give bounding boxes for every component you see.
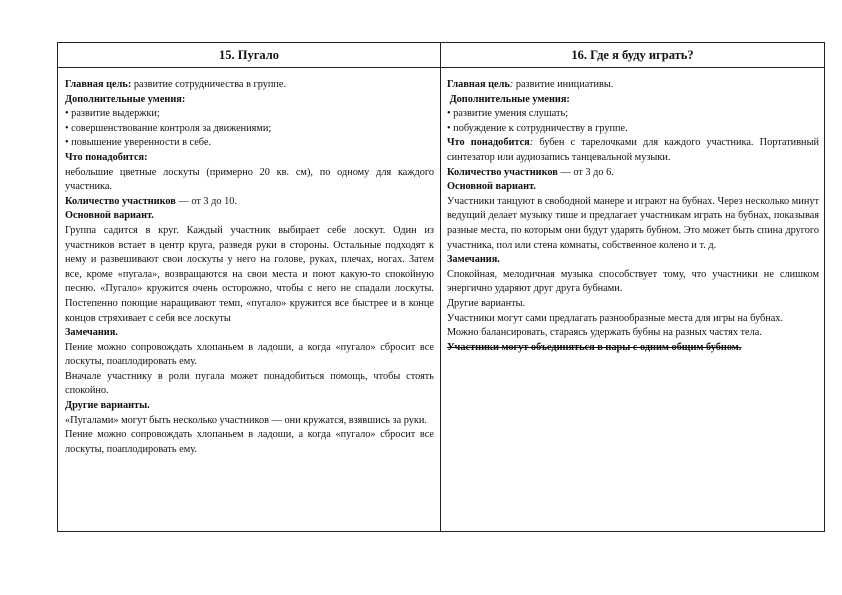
main-goal-label: Главная цель: — [65, 79, 132, 90]
other-variant-text: «Пугалами» могут быть несколько участников — они кружатся, взявшись за руки. — [65, 414, 428, 426]
main-goal: Главная цель: развитие инициативы. — [447, 79, 614, 90]
worksheet-table — [57, 42, 825, 532]
main-variant-text: Участники танцуют в свободной манере и играют на бубнах. Через несколько минут ведущий делает музыку тише и предлагает участникам играть на бубнах, показывая разные места, по которым они будут ударять бубном. Это может быть спина другого участника, пол или стена комнаты, собственное колено и т. д. — [447, 195, 819, 251]
extra-skills-label: Дополнительные умения: — [447, 93, 570, 105]
main-goal-text: развитие инициативы. — [513, 79, 614, 90]
skill-item: • повышение уверенности в себе. — [65, 137, 212, 149]
need-label: Что понадобится — [447, 137, 530, 149]
card-body — [441, 68, 824, 355]
need-text: небольшие цветные лоскуты (примерно 20 кв. см), по одному для каждого участника. — [65, 166, 434, 193]
main-goal — [65, 78, 434, 93]
count-label: Количество участников — [447, 166, 558, 178]
other-variant-text-struck: Участники могут объединяться в пары с одним общим бубном. — [447, 341, 742, 353]
notes-text: Вначале участнику в роли пугала может понадобиться помощь, чтобы стоять спокойно. — [65, 370, 434, 397]
card-body — [58, 68, 440, 457]
main-goal-label: Главная цель — [447, 79, 510, 90]
skill-item: • побуждение к сотрудничеству в группе. — [447, 122, 628, 134]
notes-text: Спокойная, мелодичная музыка способствует тому, что участники не слишком энергично ударяют друг друга бубнами. — [447, 268, 819, 295]
skill-item: • совершенствование контроля за движениями; — [65, 122, 272, 134]
count-label: Количество участников — [65, 195, 176, 207]
other-variant-text: Можно балансировать, стараясь удержать бубны на разных частях тела. — [447, 327, 762, 339]
card-title: 15. Пугало — [58, 43, 440, 68]
extra-skills-label: Дополнительные умения: — [65, 93, 186, 105]
main-variant-text: Группа садится в круг. Каждый участник выбирает себе лоскут. Один из участников встает в центр круга, разведя руки в стороны. Остальные подходят к нему и развешивают свои лоскуты у него на голове, руках, плечах, ногах. Затем все, кроме «пугала», возвращаются на свои места и поют какую-то спокойную песню. «Пугало» кружится очень осторожно, чтобы с него не спадали лоскуты. Постепенно поющие наращивают темп, «пугало» кружится все быстрее и в конце концов стряхивает с себя все лоскуты — [65, 224, 434, 324]
game-card-where-will-i-play — [441, 43, 824, 531]
count-text: — от 3 до 6. — [557, 166, 614, 178]
need-label: Что понадобится: — [65, 151, 148, 163]
game-card-scarecrow — [58, 43, 441, 531]
skill-item: • развитие выдержки; — [65, 108, 160, 120]
main-variant-label: Основной вариант. — [65, 210, 154, 222]
other-variant-text: Участники могут сами предлагать разнообразные места для игры на бубнах. — [447, 312, 784, 324]
participant-count — [65, 195, 434, 210]
other-variant-text: Пение можно сопровождать хлопаньем в ладоши, а когда «пугало» сбросит все лоскуты, поаплодировать ему. — [65, 429, 434, 455]
other-variants-label: Другие варианты. — [65, 400, 150, 412]
other-variants-label: Другие варианты. — [447, 297, 526, 309]
main-variant-label: Основной вариант. — [447, 181, 536, 193]
main-goal-text: развитие сотрудничества в группе. — [131, 79, 287, 90]
notes-label: Замечания. — [447, 254, 500, 266]
card-title: 16. Где я буду играть? — [441, 43, 824, 68]
need: Что понадобится: бубен с тарелочками для каждого участника. Портативный синтезатор или аудиозапись танцевальной музыки. — [447, 137, 819, 163]
participant-count — [447, 166, 819, 181]
count-text: — от 3 до 10. — [175, 195, 237, 207]
notes-text: Пение можно сопровождать хлопаньем в ладоши, а когда «пугало» сбросит все лоскуты, поаплодировать ему. — [65, 341, 434, 368]
need-text: бубен с тарелочками для каждого участника. Портативный синтезатор или аудиозапись танцевальной музыки. — [447, 137, 819, 163]
notes-label: Замечания. — [65, 327, 118, 339]
skill-item: • развитие умения слушать; — [447, 108, 569, 120]
